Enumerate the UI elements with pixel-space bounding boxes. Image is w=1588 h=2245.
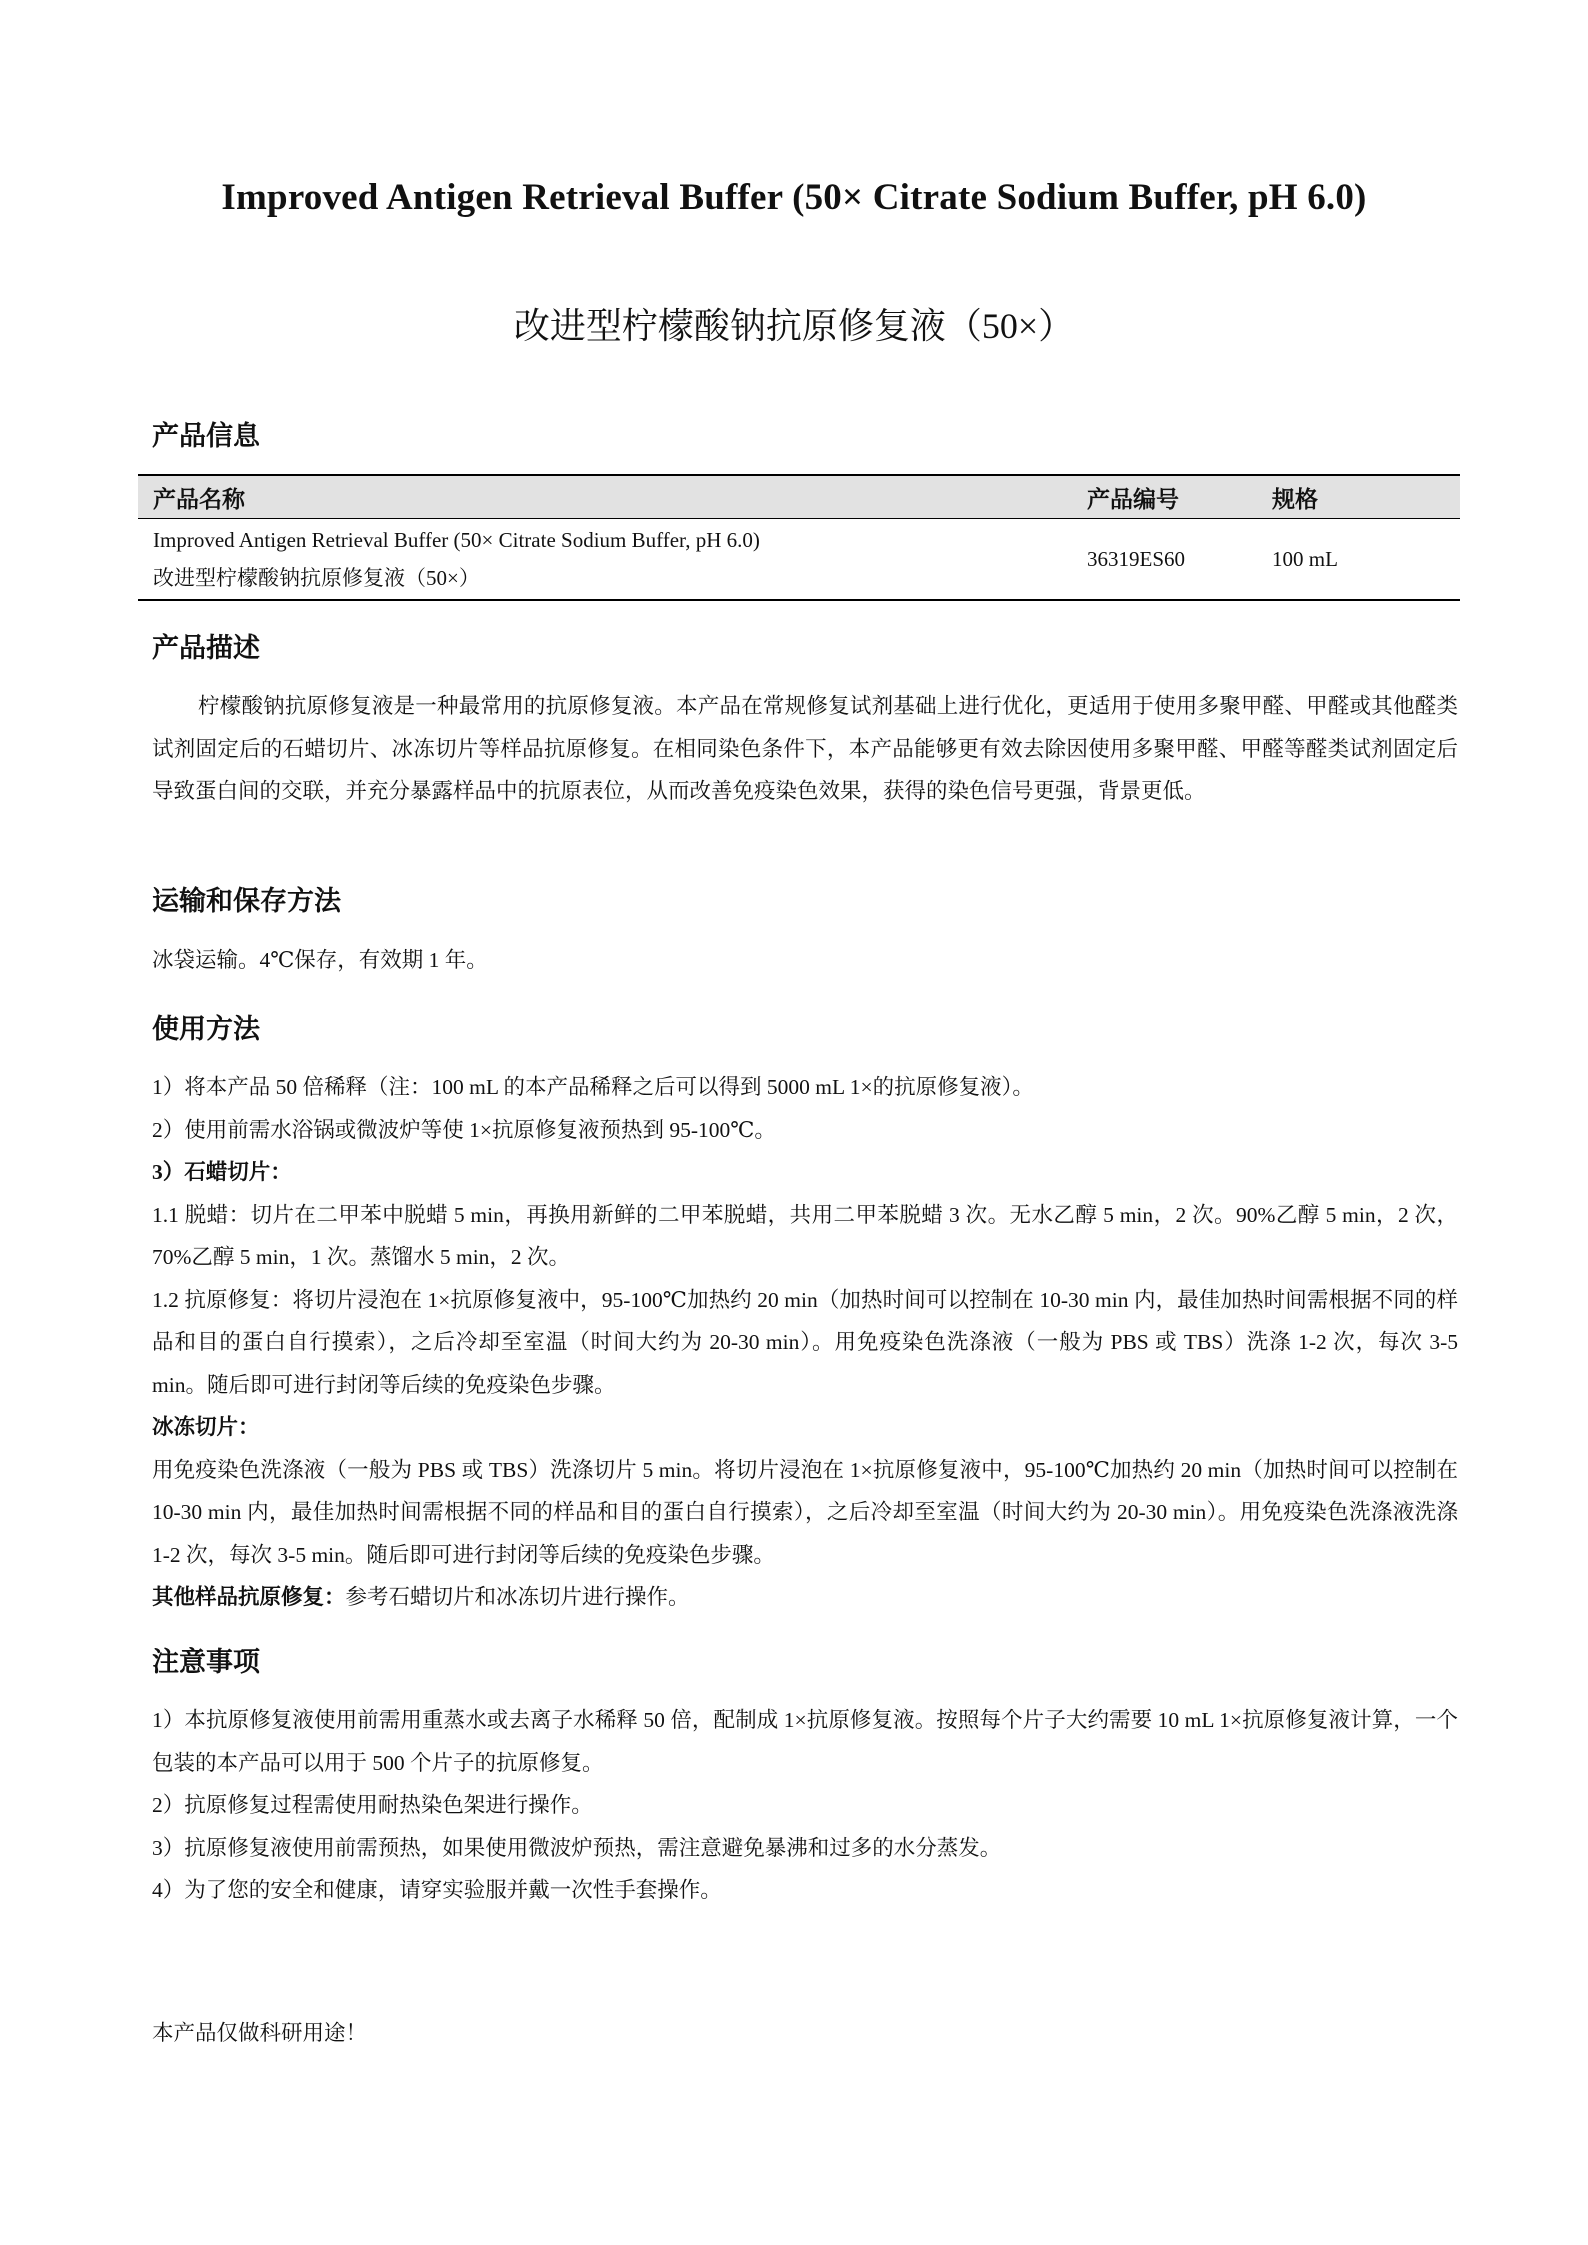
storage-text: 冰袋运输。4℃保存，有效期 1 年。 xyxy=(152,948,488,972)
other-sample-row xyxy=(152,1576,1458,1619)
section-heading-description: 产品描述 xyxy=(152,633,260,663)
product-name-cell xyxy=(138,521,1087,597)
description-text: 柠檬酸钠抗原修复液是一种最常用的抗原修复液。本产品在常规修复试剂基础上进行优化，更适用于使用多聚甲醛、甲醛或其他醛类试剂固定后的石蜡切片、冰冻切片等样品抗原修复。在相同染色条件下，本产品能够更有效去除因使用多聚甲醛、甲醛等醛类试剂固定后导致蛋白间的交联，并充分暴露样品中的抗原表位，从而改善免疫染色效果，获得的染色信号更强，背景更低。 xyxy=(152,694,1458,803)
list-item: 2）抗原修复过程需使用耐热染色架进行操作。 xyxy=(152,1793,593,1817)
usage-steps xyxy=(152,1066,1458,1619)
list-item: 4）为了您的安全和健康，请穿实验服并戴一次性手套操作。 xyxy=(152,1878,722,1902)
product-spec-cell: 100 mL xyxy=(1272,546,1338,571)
retrieval-text: 1.2 抗原修复：将切片浸泡在 1×抗原修复液中，95-100℃加热约 20 min（加热时间可以控制在 10-30 min 内，最佳加热时间需根据不同的样品和目的蛋白自行摸索），之后冷却至室温（时间大约为 20-30 min）。用免疫染色洗涤液（一般为 PBS 或 TBS）洗涤 1-2 次，每次 3-5 min。随后即可进行封闭等后续的免疫染色步骤。 xyxy=(152,1287,1458,1397)
section-heading-usage: 使用方法 xyxy=(152,1014,260,1044)
column-header-code: 产品编号 xyxy=(1087,486,1179,512)
frozen-label-row xyxy=(152,1406,1458,1449)
section-heading-notes: 注意事项 xyxy=(152,1647,260,1677)
usage-step-3-label xyxy=(152,1151,1458,1194)
table-row xyxy=(138,519,1460,599)
product-code-cell: 36319ES60 xyxy=(1087,546,1186,571)
title-english: Improved Antigen Retrieval Buffer (50× Citrate Sodium Buffer, pH 6.0) xyxy=(221,177,1367,218)
table-header-row xyxy=(138,476,1460,519)
footer-note: 本产品仅做科研用途！ xyxy=(152,2021,368,2045)
frozen-text: 用免疫染色洗涤液（一般为 PBS 或 TBS）洗涤切片 5 min。将切片浸泡在 1×抗原修复液中，95-100℃加热约 20 min（加热时间可以控制在 10-30 min 内，最佳加热时间需根据不同的样品和目的蛋白自行摸索），之后冷却至室温（时间大约为 20-30 min）。用免疫染色洗涤液洗涤 1-2 次，每次 3-5 min。随后即可进行封闭等后续的免疫染色步骤。 xyxy=(152,1457,1458,1567)
column-header-name: 产品名称 xyxy=(153,486,245,512)
section-heading-product-info: 产品信息 xyxy=(152,421,260,451)
list-item: 1）本抗原修复液使用前需用重蒸水或去离子水稀释 50 倍，配制成 1×抗原修复液。按照每个片子大约需要 10 mL 1×抗原修复液计算，一个包装的本产品可以用于 500 个片子的抗原修复。 xyxy=(152,1708,1458,1775)
column-header-spec: 规格 xyxy=(1272,486,1318,512)
other-sample-label: 其他样品抗原修复： xyxy=(152,1585,346,1609)
product-name-en: Improved Antigen Retrieval Buffer (50× Citrate Sodium Buffer, pH 6.0) xyxy=(153,528,760,552)
product-table xyxy=(138,474,1460,601)
list-item: 3）抗原修复液使用前需预热，如果使用微波炉预热，需注意避免暴沸和过多的水分蒸发。 xyxy=(152,1835,1002,1860)
paraffin-label: 3）石蜡切片： xyxy=(152,1160,292,1184)
section-heading-storage: 运输和保存方法 xyxy=(152,886,341,916)
title-chinese: 改进型柠檬酸钠抗原修复液（50×） xyxy=(513,306,1075,346)
usage-step-2: 2）使用前需水浴锅或微波炉等使 1×抗原修复液预热到 95-100℃。 xyxy=(152,1117,776,1142)
dewax-text: 1.1 脱蜡：切片在二甲苯中脱蜡 5 min，再换用新鲜的二甲苯脱蜡，共用二甲苯脱蜡 3 次。无水乙醇 5 min，2 次。90%乙醇 5 min，2 次，70%乙醇 5 min，1 次。蒸馏水 5 min，2 次。 xyxy=(152,1202,1458,1269)
usage-step-1: 1）将本产品 50 倍稀释（注：100 mL 的本产品稀释之后可以得到 5000 mL 1×的抗原修复液）。 xyxy=(152,1075,1034,1099)
frozen-label: 冰冻切片： xyxy=(152,1415,260,1439)
notes-list xyxy=(152,1699,1458,1912)
product-name-cn: 改进型柠檬酸钠抗原修复液（50×） xyxy=(153,566,480,590)
other-sample-text: 参考石蜡切片和冰冻切片进行操作。 xyxy=(345,1585,690,1609)
